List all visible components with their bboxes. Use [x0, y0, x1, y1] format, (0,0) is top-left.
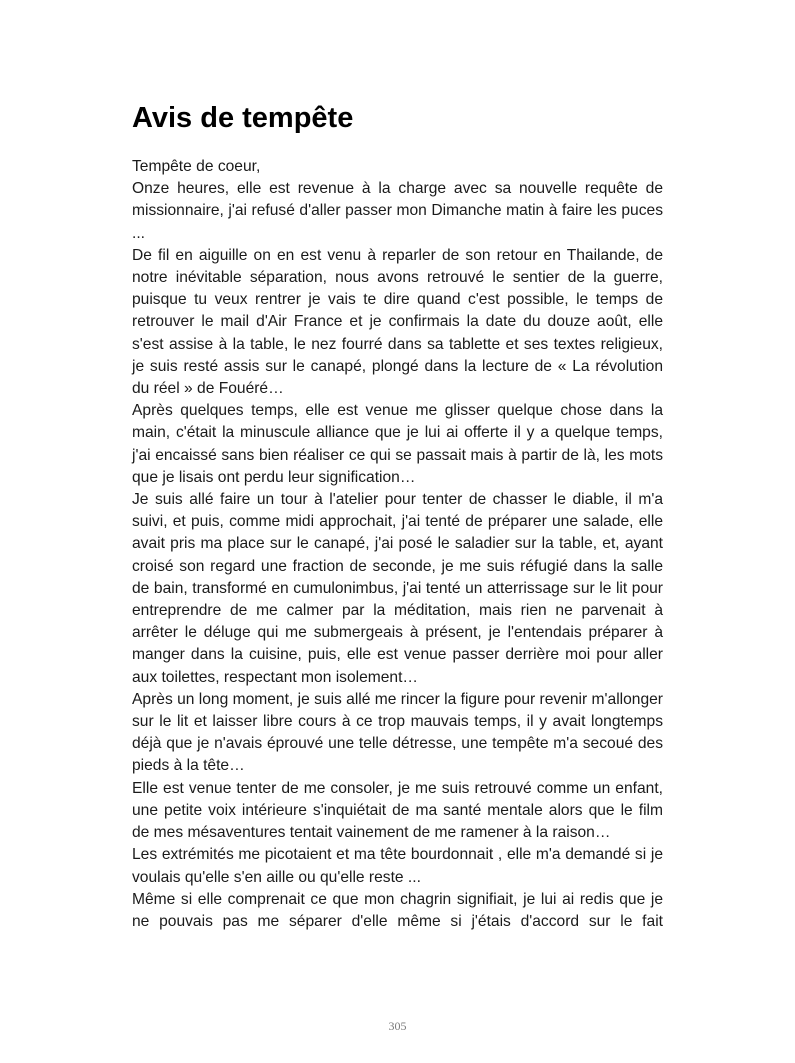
paragraph-7: Elle est venue tenter de me consoler, je me suis retrouvé comme un enfant, une petite voix intérieure s'inquiétait de ma santé mentale alors que le film de mes mésaventures tentait vainement de me ramener à la raison…: [132, 779, 663, 842]
body-text: [132, 156, 663, 933]
page-title: Avis de tempête: [132, 102, 354, 134]
paragraph-1: Tempête de coeur,: [132, 158, 261, 175]
paragraph-3: De fil en aiguille on en est venu à reparler de son retour en Thailande, de notre inévitable séparation, nous avons retrouvé le sentier de la guerre, puisque tu veux rentrer je vais te dire quand c'est possible, le temps de retrouver le mail d'Air France et je confirmais la date du douze août, elle s'est assise à la table, le nez fourré dans sa tablette et ses textes religieux, je suis resté assis sur le canapé, plongé dans la lecture de « La révolution du réel » de Fouéré…: [132, 246, 663, 398]
paragraph-6: Après un long moment, je suis allé me rincer la figure pour revenir m'allonger sur le lit et laisser libre cours à ce trop mauvais temps, il y avait longtemps déjà que je n'avais éprouvé une telle détresse, une tempête m'a secoué des pieds à la tête…: [132, 690, 663, 775]
paragraph-8: Les extrémités me picotaient et ma tête bourdonnait , elle m'a demandé si je voulais qu'elle s'en aille ou qu'elle reste ...: [132, 846, 663, 886]
paragraph-2: Onze heures, elle est revenue à la charge avec sa nouvelle requête de missionnaire, j'ai refusé d'aller passer mon Dimanche matin à faire les puces ...: [132, 180, 663, 242]
page-number: 305: [388, 1019, 407, 1033]
paragraph-5: Je suis allé faire un tour à l'atelier pour tenter de chasser le diable, il m'a suivi, et puis, comme midi approchait, j'ai tenté de préparer une salade, elle avait pris ma place sur le canapé, j'ai posé le saladier sur la table, et, ayant croisé son regard une fraction de seconde, je me suis réfugié dans la salle de bain, transformé en cumulonimbus, j'ai tenté un atterrissage sur le lit pour entreprendre de me calmer par la méditation, mais rien ne parvenait à arrêter le déluge qui me submergeais à présent, je l'entendais préparer à manger dans la cuisine, puis, elle est venue passer derrière moi pour aller aux toilettes, respectant mon isolement…: [132, 491, 663, 686]
paragraph-4: Après quelques temps, elle est venue me glisser quelque chose dans la main, c'était la minuscule alliance que je lui ai offerte il y a quelque temps, j'ai encaissé sans bien réaliser ce qui se passait mais à partir de là, les mots que je lisais ont perdu leur signification…: [132, 402, 663, 486]
paragraph-9: Même si elle comprenait ce que mon chagrin signifiait, je lui ai redis que je ne pouvais pas me séparer d'elle même si j'étais d'accord sur le fait: [132, 890, 663, 930]
